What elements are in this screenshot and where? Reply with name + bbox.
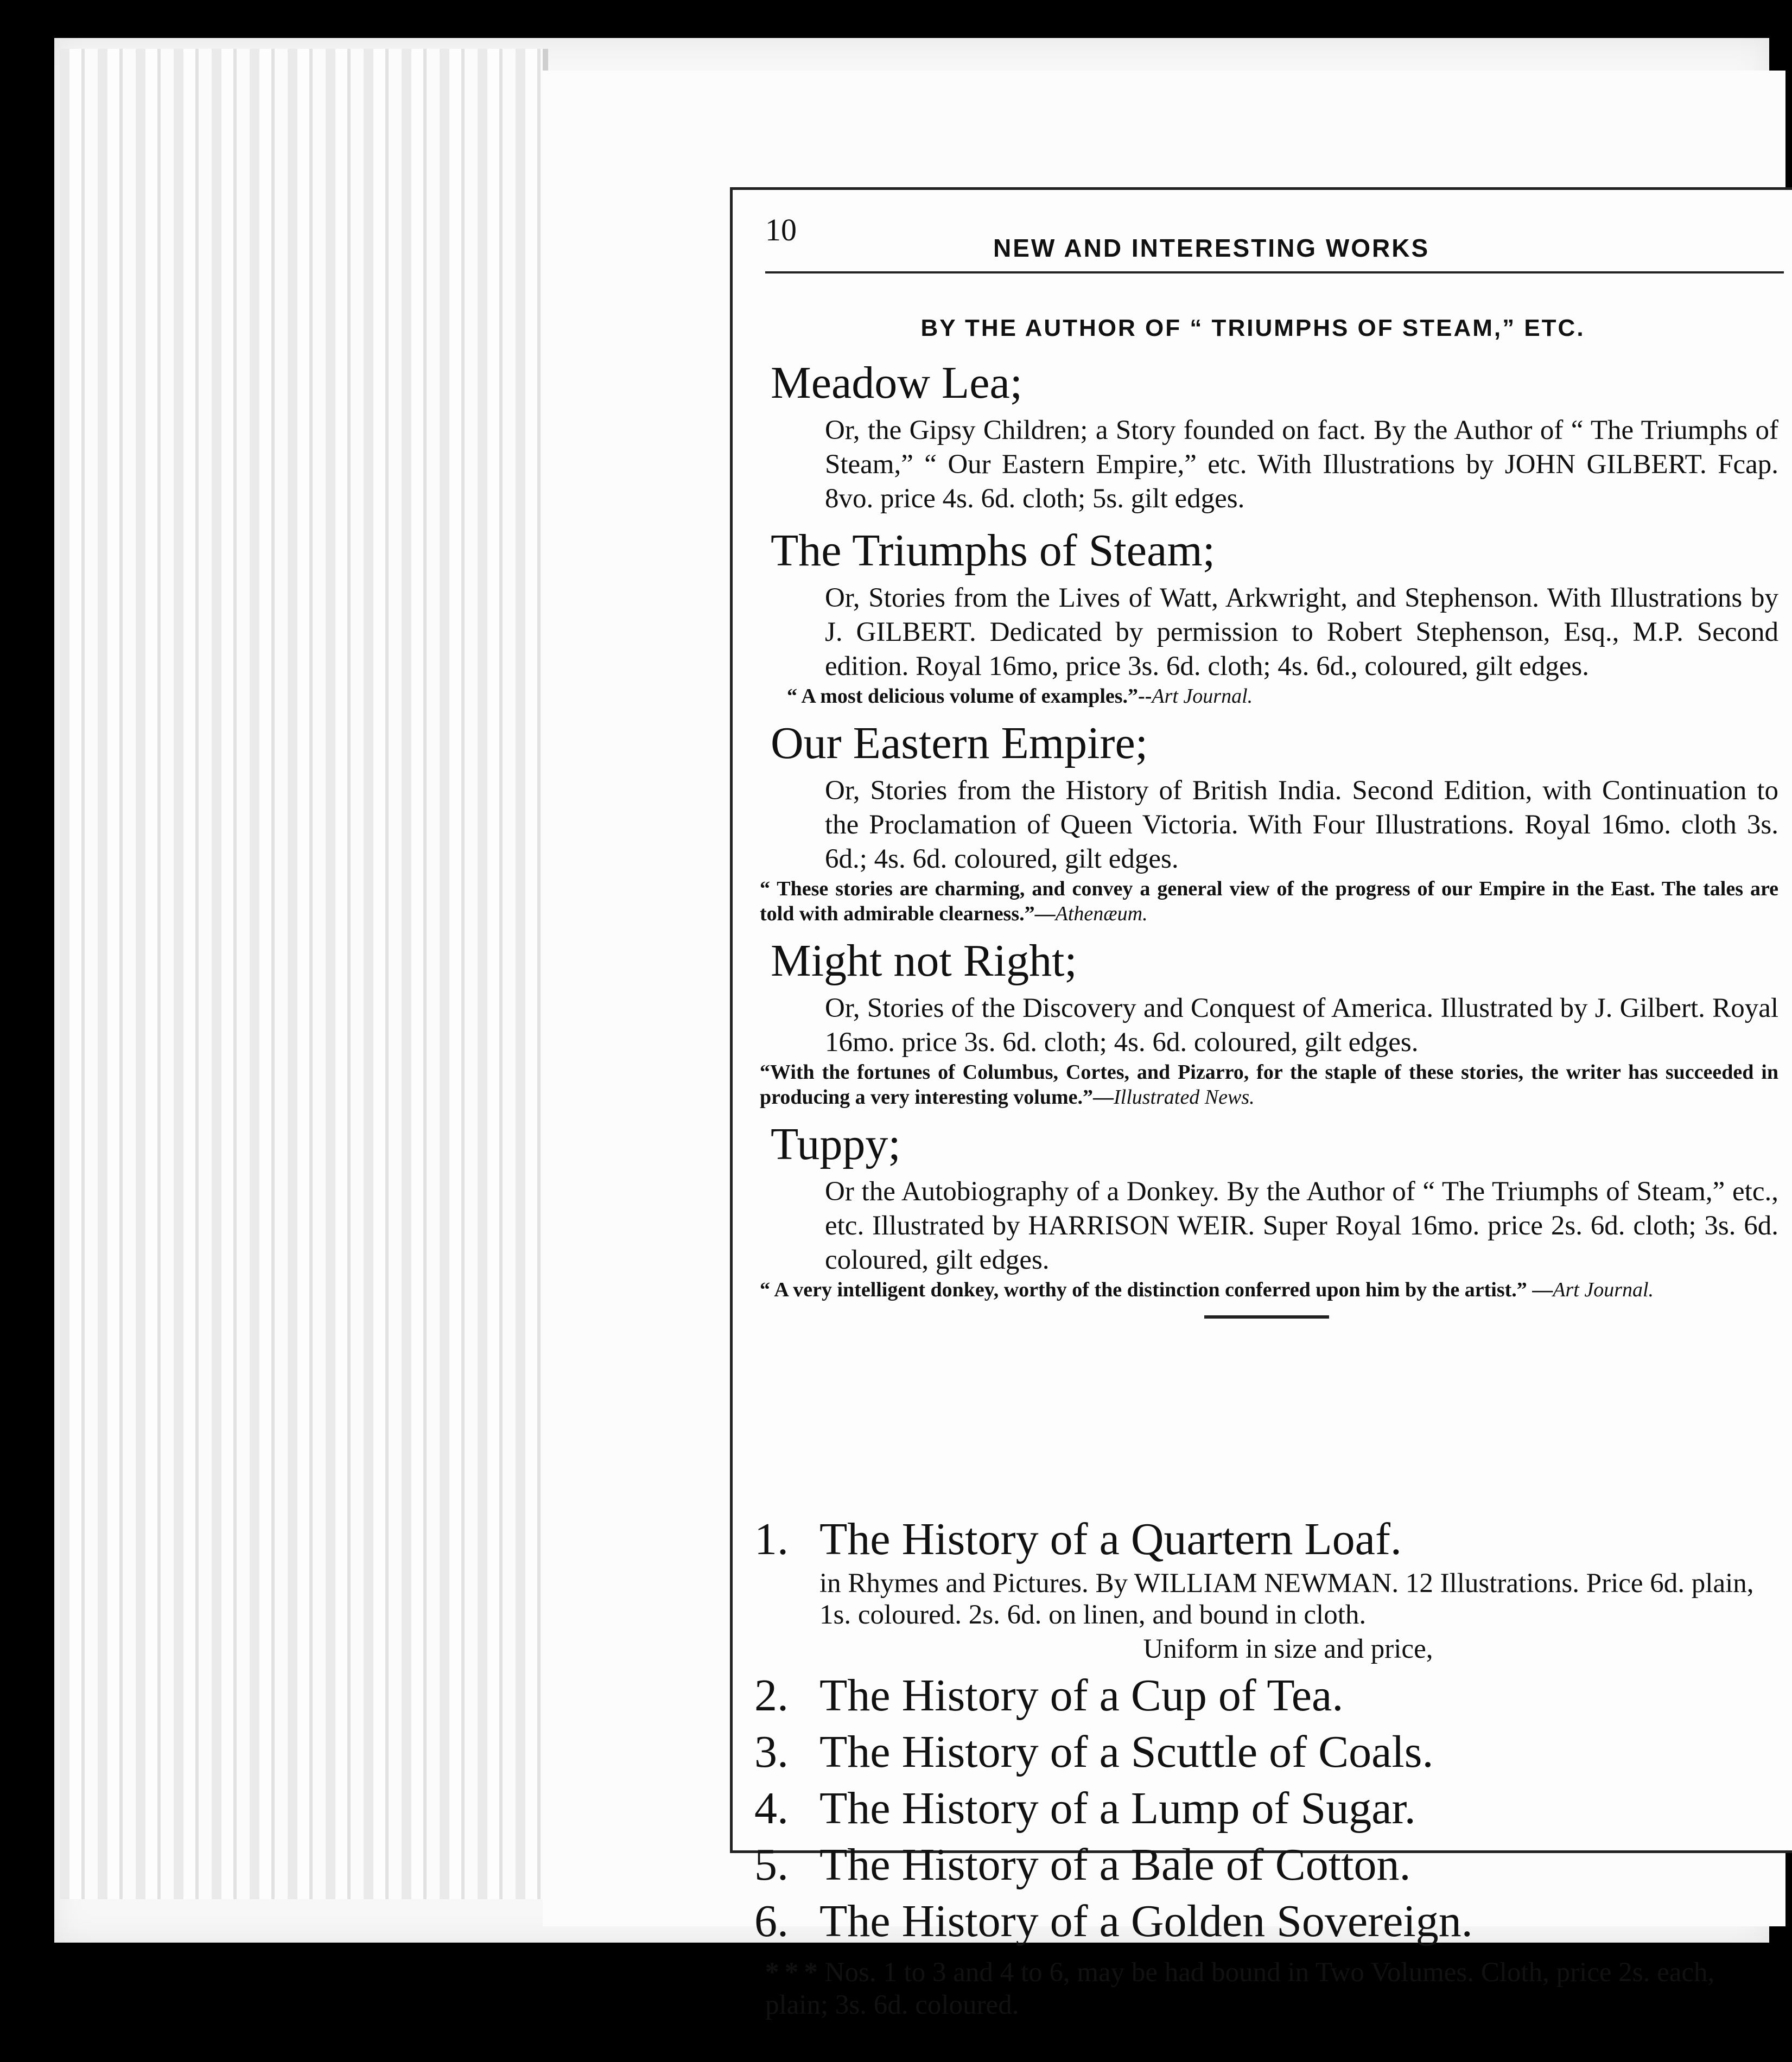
series-title: The History of a Scuttle of Coals.	[819, 1727, 1434, 1777]
series-title: The History of a Cup of Tea.	[819, 1670, 1344, 1721]
series-title: The History of a Lump of Sugar.	[819, 1783, 1416, 1834]
history-series	[733, 1511, 1778, 2021]
entry-review	[760, 1277, 1778, 1302]
entry-our-eastern-empire	[754, 713, 1778, 926]
review-source: Illustrated News.	[1113, 1086, 1255, 1109]
running-head: NEW AND INTERESTING WORKS	[993, 234, 1430, 262]
series-item	[733, 1724, 1778, 1780]
series-item	[733, 1837, 1778, 1893]
entry-title: The Triumphs of Steam;	[771, 525, 1216, 576]
review-source: Athenæum.	[1055, 902, 1148, 925]
series-item	[733, 1893, 1778, 1950]
entry-description: Or the Autobiography of a Donkey. By the Author of “ The Triumphs of Steam,” etc., etc. Illustrated by HARRISON WEIR. Super Royal 16mo. price 2s. 6d. cloth; 3s. 6d. coloured, gilt edges.	[825, 1176, 1778, 1275]
entry-meadow-lea	[754, 353, 1778, 516]
series-item	[733, 1511, 1778, 1568]
entry-description: Or, Stories from the History of British India. Second Edition, with Continuation to the Proclamation of Queen Victoria. With Four Illustrations. Royal 16mo. cloth 3s. 6d.; 4s. 6d. coloured, gilt edges.	[825, 775, 1778, 874]
binding-note-text: Nos. 1 to 3 and 4 to 6, may be had bound in Two Volumes. Cloth, price 2s. each, plain; 3s. 6d. coloured.	[765, 1957, 1715, 2020]
entry-might-not-right	[754, 931, 1778, 1110]
series-number: 3.	[754, 1727, 789, 1777]
review-quote: “ A most delicious volume of examples.”--	[787, 685, 1152, 708]
entry-description: Or, Stories of the Discovery and Conquest of America. Illustrated by J. Gilbert. Royal 16mo. price 3s. 6d. cloth; 4s. 6d. coloured, gilt edges.	[825, 993, 1778, 1058]
series-item	[733, 1668, 1778, 1724]
entry-triumphs-of-steam	[754, 520, 1778, 709]
review-quote: “With the fortunes of Columbus, Cortes, and Pizarro, for the staple of these stories, the writer has succeeded in producing a very interesting volume.”—	[760, 1061, 1778, 1109]
entry-review	[760, 1060, 1778, 1110]
entry-description: Or, the Gipsy Children; a Story founded on fact. By the Author of “ The Triumphs of Steam,” “ Our Eastern Empire,” etc. With Illustrations by JOHN GILBERT. Fcap. 8vo. price 4s. 6d. cloth; 5s. gilt edges.	[825, 415, 1778, 514]
entry-title: Our Eastern Empire;	[771, 718, 1148, 768]
entry-title: Tuppy;	[771, 1119, 901, 1169]
series-number: 5.	[754, 1840, 789, 1890]
entry-tuppy	[754, 1114, 1778, 1302]
entry-description: Or, Stories from the Lives of Watt, Arkwright, and Stephenson. With Illustrations by J. GILBERT. Dedicated by permission to Robert Stephenson, Esq., M.P. Second edition. Royal 16mo, price 3s. 6d. cloth; 4s. 6d., coloured, gilt edges.	[825, 583, 1778, 682]
author-byline: BY THE AUTHOR OF “ TRIUMPHS OF STEAM,” ETC.	[920, 315, 1585, 341]
review-source: Art Journal.	[1553, 1278, 1654, 1301]
entry-review	[760, 876, 1778, 926]
series-number: 6.	[754, 1896, 789, 1946]
series-item	[733, 1780, 1778, 1837]
entry-title: Might not Right;	[771, 935, 1077, 986]
series-number: 4.	[754, 1783, 789, 1834]
series-title: The History of a Golden Sovereign.	[819, 1896, 1473, 1946]
page-number: 10	[765, 212, 797, 247]
series-number: 2.	[754, 1670, 789, 1721]
series-binding-note	[765, 1956, 1778, 2021]
section-divider	[1204, 1315, 1329, 1319]
header-rule	[765, 271, 1784, 273]
review-quote: “ These stories are charming, and convey a general view of the progress of our Empire in the East. The tales are told with admirable clearness.”—	[760, 877, 1778, 925]
asterism-mark: * * *	[765, 1957, 818, 1988]
entry-title: Meadow Lea;	[771, 358, 1023, 408]
series-uniform-note: Uniform in size and price,	[1143, 1634, 1433, 1664]
series-description: in Rhymes and Pictures. By WILLIAM NEWMAN. 12 Illustrations. Price 6d. plain, 1s. coloured. 2s. 6d. on linen, and bound in cloth.	[819, 1568, 1754, 1630]
review-quote: “ A very intelligent donkey, worthy of the distinction conferred upon him by the artist.” —	[760, 1278, 1553, 1301]
page-edges	[60, 49, 548, 1899]
series-title: The History of a Quartern Loaf.	[819, 1514, 1402, 1564]
series-number: 1.	[754, 1514, 789, 1564]
entry-review	[787, 684, 1778, 709]
series-title: The History of a Bale of Cotton.	[819, 1840, 1411, 1890]
printed-frame	[730, 187, 1792, 2020]
book-entries	[754, 353, 1778, 1333]
review-source: Art Journal.	[1152, 685, 1253, 708]
